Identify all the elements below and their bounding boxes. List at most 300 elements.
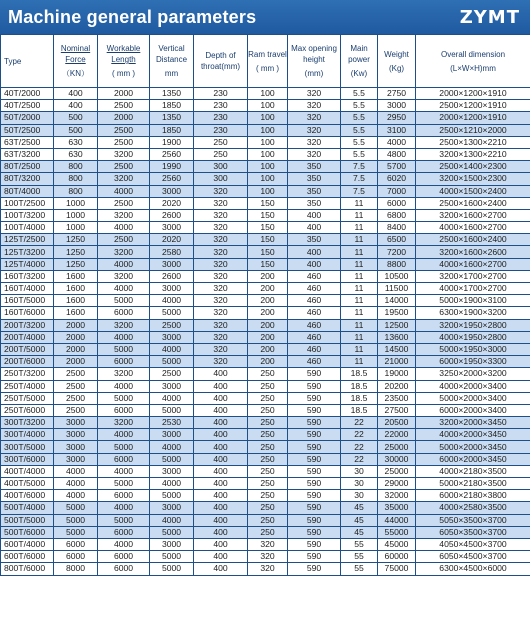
column-header-name: Ram travel — [248, 49, 287, 59]
table-cell: 2500 — [150, 319, 194, 331]
table-cell: 5000 — [54, 526, 98, 538]
model-type-cell: 100T/2500 — [1, 197, 54, 209]
table-cell: 1000 — [54, 197, 98, 209]
table-cell: 22 — [341, 417, 378, 429]
table-cell: 60000 — [378, 551, 416, 563]
table-cell: 3200 — [98, 368, 150, 380]
table-cell: 460 — [288, 356, 341, 368]
table-cell: 250 — [248, 392, 288, 404]
column-header-name: Overall dimension — [440, 49, 506, 59]
table-cell: 6000×2000×3450 — [416, 453, 530, 465]
table-cell: 55 — [341, 563, 378, 575]
table-cell: 200 — [248, 283, 288, 295]
table-cell: 5000×2180×3500 — [416, 478, 530, 490]
table-cell: 29000 — [378, 478, 416, 490]
model-type-cell: 250T/5000 — [1, 392, 54, 404]
table-cell: 4000×2580×3500 — [416, 502, 530, 514]
column-header-name: Depth of throat(mm) — [200, 51, 241, 71]
table-cell: 11 — [341, 209, 378, 221]
table-cell: 250 — [194, 148, 248, 160]
table-cell: 22 — [341, 441, 378, 453]
table-row — [1, 222, 530, 234]
table-cell: 320 — [194, 246, 248, 258]
table-row — [1, 343, 530, 355]
table-cell: 350 — [288, 234, 341, 246]
table-cell: 5.5 — [341, 112, 378, 124]
table-cell: 2500 — [54, 380, 98, 392]
table-cell: 30 — [341, 490, 378, 502]
table-cell: 250 — [248, 453, 288, 465]
table-cell: 1900 — [150, 136, 194, 148]
table-cell: 6300×1900×3200 — [416, 307, 530, 319]
table-cell: 100 — [248, 124, 288, 136]
table-cell: 45 — [341, 514, 378, 526]
table-row — [1, 551, 530, 563]
table-cell: 11 — [341, 222, 378, 234]
table-cell: 13600 — [378, 331, 416, 343]
table-cell: 6000 — [98, 490, 150, 502]
table-row — [1, 356, 530, 368]
table-cell: 45000 — [378, 538, 416, 550]
table-cell: 5000×2000×3400 — [416, 392, 530, 404]
table-cell: 3000 — [150, 185, 194, 197]
table-cell: 3200×2000×3450 — [416, 417, 530, 429]
table-cell: 320 — [194, 270, 248, 282]
table-cell: 320 — [194, 209, 248, 221]
table-cell: 4000 — [98, 502, 150, 514]
table-cell: 400 — [54, 100, 98, 112]
table-cell: 5000×2000×3450 — [416, 441, 530, 453]
table-cell: 3000 — [150, 538, 194, 550]
table-cell: 30 — [341, 478, 378, 490]
table-cell: 400 — [194, 429, 248, 441]
table-cell: 250 — [248, 490, 288, 502]
table-row — [1, 429, 530, 441]
table-cell: 6000 — [54, 538, 98, 550]
table-cell: 400 — [194, 453, 248, 465]
table-cell: 55 — [341, 538, 378, 550]
table-row — [1, 283, 530, 295]
table-cell: 150 — [248, 197, 288, 209]
table-cell: 4000×1950×2800 — [416, 331, 530, 343]
table-row — [1, 307, 530, 319]
table-cell: 5000 — [54, 514, 98, 526]
table-cell: 460 — [288, 319, 341, 331]
table-cell: 150 — [248, 234, 288, 246]
column-header-unit: (L×W×H)mm — [450, 63, 496, 73]
model-type-cell: 300T/4000 — [1, 429, 54, 441]
model-type-cell: 80T/2500 — [1, 161, 54, 173]
table-cell: 400 — [194, 417, 248, 429]
table-cell: 6000 — [98, 356, 150, 368]
table-cell: 2500 — [98, 161, 150, 173]
table-cell: 320 — [248, 538, 288, 550]
table-row — [1, 124, 530, 136]
brand-logo: ZYMT — [459, 6, 520, 28]
table-cell: 4000 — [98, 222, 150, 234]
table-cell: 100 — [248, 173, 288, 185]
table-cell: 320 — [194, 295, 248, 307]
table-cell: 19500 — [378, 307, 416, 319]
table-cell: 6050×4500×3700 — [416, 551, 530, 563]
table-cell: 5000 — [98, 343, 150, 355]
table-cell: 3200 — [98, 148, 150, 160]
table-cell: 5.5 — [341, 148, 378, 160]
table-cell: 590 — [288, 526, 341, 538]
table-cell: 2500×1400×2300 — [416, 161, 530, 173]
table-cell: 8000 — [54, 563, 98, 575]
table-cell: 400 — [194, 514, 248, 526]
model-type-cell: 600T/4000 — [1, 538, 54, 550]
table-cell: 11 — [341, 319, 378, 331]
model-type-cell: 50T/2000 — [1, 112, 54, 124]
table-cell: 320 — [248, 563, 288, 575]
table-cell: 460 — [288, 331, 341, 343]
table-cell: 2500 — [150, 368, 194, 380]
table-cell: 11 — [341, 295, 378, 307]
table-cell: 3000 — [54, 417, 98, 429]
table-cell: 2020 — [150, 234, 194, 246]
table-cell: 2000 — [98, 112, 150, 124]
table-cell: 250 — [248, 429, 288, 441]
model-type-cell: 300T/3200 — [1, 417, 54, 429]
table-cell: 8800 — [378, 258, 416, 270]
table-cell: 400 — [194, 392, 248, 404]
model-type-cell: 80T/4000 — [1, 185, 54, 197]
table-cell: 320 — [194, 185, 248, 197]
table-cell: 6000×2000×3400 — [416, 404, 530, 416]
table-cell: 22 — [341, 429, 378, 441]
table-cell: 400 — [194, 538, 248, 550]
table-cell: 320 — [288, 100, 341, 112]
table-cell: 27500 — [378, 404, 416, 416]
table-cell: 1600 — [54, 307, 98, 319]
table-cell: 11 — [341, 283, 378, 295]
table-cell: 200 — [248, 295, 288, 307]
table-cell: 2950 — [378, 112, 416, 124]
table-cell: 22 — [341, 453, 378, 465]
table-cell: 4000×2180×3500 — [416, 465, 530, 477]
table-cell: 3000 — [150, 380, 194, 392]
model-type-cell: 200T/3200 — [1, 319, 54, 331]
table-cell: 5000 — [150, 453, 194, 465]
table-cell: 200 — [248, 270, 288, 282]
table-cell: 2500 — [98, 136, 150, 148]
model-type-cell: 160T/5000 — [1, 295, 54, 307]
table-cell: 5000×1950×3000 — [416, 343, 530, 355]
table-cell: 5.5 — [341, 88, 378, 100]
table-cell: 6000 — [54, 551, 98, 563]
table-cell: 19000 — [378, 368, 416, 380]
model-type-cell: 800T/6000 — [1, 563, 54, 575]
table-cell: 4000×2000×3450 — [416, 429, 530, 441]
table-cell: 2020 — [150, 197, 194, 209]
table-cell: 4000 — [150, 343, 194, 355]
table-cell: 500 — [54, 112, 98, 124]
table-cell: 3000 — [150, 502, 194, 514]
table-cell: 4000 — [98, 380, 150, 392]
table-row — [1, 441, 530, 453]
table-cell: 250 — [248, 417, 288, 429]
model-type-cell: 63T/3200 — [1, 148, 54, 160]
table-cell: 11 — [341, 246, 378, 258]
table-cell: 2500 — [54, 392, 98, 404]
table-row — [1, 563, 530, 575]
table-cell: 6000 — [378, 197, 416, 209]
table-cell: 2500 — [98, 197, 150, 209]
column-header — [416, 35, 530, 88]
column-header-unit: （KN） — [61, 69, 90, 78]
table-cell: 6000×1950×3300 — [416, 356, 530, 368]
table-cell: 800 — [54, 161, 98, 173]
table-cell: 30000 — [378, 453, 416, 465]
table-cell: 400 — [194, 490, 248, 502]
table-cell: 11500 — [378, 283, 416, 295]
table-row — [1, 148, 530, 160]
model-type-cell: 100T/3200 — [1, 209, 54, 221]
table-cell: 230 — [194, 124, 248, 136]
column-header-name: Vertical Distance — [155, 44, 188, 64]
table-row — [1, 514, 530, 526]
table-cell: 5000 — [98, 392, 150, 404]
table-cell: 11 — [341, 343, 378, 355]
header-bar — [0, 0, 530, 34]
table-cell: 5050×3500×3700 — [416, 514, 530, 526]
model-type-cell: 250T/6000 — [1, 404, 54, 416]
table-cell: 5000 — [150, 526, 194, 538]
column-header-unit: ( mm ) — [111, 69, 136, 78]
model-type-cell: 50T/2500 — [1, 124, 54, 136]
table-cell: 6500 — [378, 234, 416, 246]
table-cell: 1990 — [150, 161, 194, 173]
model-type-cell: 500T/6000 — [1, 526, 54, 538]
table-cell: 2600 — [150, 270, 194, 282]
table-row — [1, 258, 530, 270]
header-row — [1, 35, 530, 88]
table-row — [1, 465, 530, 477]
table-row — [1, 404, 530, 416]
model-type-cell: 600T/6000 — [1, 551, 54, 563]
table-cell: 350 — [288, 161, 341, 173]
table-row — [1, 234, 530, 246]
model-type-cell: 125T/3200 — [1, 246, 54, 258]
table-cell: 4000 — [98, 538, 150, 550]
table-cell: 1600 — [54, 283, 98, 295]
table-cell: 4000×2000×3400 — [416, 380, 530, 392]
table-row — [1, 295, 530, 307]
table-cell: 1000 — [54, 209, 98, 221]
table-cell: 250 — [248, 380, 288, 392]
table-cell: 3200×1600×2700 — [416, 209, 530, 221]
table-cell: 2000×1200×1910 — [416, 88, 530, 100]
table-cell: 6000 — [98, 307, 150, 319]
table-cell: 400 — [194, 502, 248, 514]
table-cell: 320 — [194, 283, 248, 295]
table-cell: 320 — [194, 258, 248, 270]
table-cell: 320 — [194, 343, 248, 355]
model-type-cell: 300T/5000 — [1, 441, 54, 453]
table-cell: 590 — [288, 453, 341, 465]
table-cell: 4000 — [98, 465, 150, 477]
table-cell: 300 — [194, 173, 248, 185]
table-cell: 6050×3500×3700 — [416, 526, 530, 538]
table-cell: 11 — [341, 270, 378, 282]
table-cell: 5000 — [54, 502, 98, 514]
table-row — [1, 538, 530, 550]
table-cell: 30 — [341, 465, 378, 477]
table-cell: 5.5 — [341, 124, 378, 136]
model-type-cell: 125T/4000 — [1, 258, 54, 270]
table-cell: 400 — [288, 222, 341, 234]
table-cell: 250 — [248, 465, 288, 477]
table-row — [1, 173, 530, 185]
table-cell: 23500 — [378, 392, 416, 404]
parameters-table — [0, 34, 530, 576]
table-cell: 590 — [288, 563, 341, 575]
table-cell: 6300×4500×6000 — [416, 563, 530, 575]
table-cell: 5000 — [98, 478, 150, 490]
table-cell: 200 — [248, 356, 288, 368]
table-cell: 630 — [54, 148, 98, 160]
column-header — [248, 35, 288, 88]
table-cell: 21000 — [378, 356, 416, 368]
table-cell: 5.5 — [341, 136, 378, 148]
table-cell: 5000×1900×3100 — [416, 295, 530, 307]
table-cell: 5000 — [150, 404, 194, 416]
table-cell: 1350 — [150, 88, 194, 100]
table-cell: 320 — [194, 331, 248, 343]
column-header — [150, 35, 194, 88]
table-cell: 6000 — [98, 453, 150, 465]
table-cell: 400 — [194, 526, 248, 538]
table-cell: 320 — [194, 234, 248, 246]
table-cell: 2000 — [54, 331, 98, 343]
table-row — [1, 478, 530, 490]
table-cell: 2500 — [98, 124, 150, 136]
model-type-cell: 63T/2500 — [1, 136, 54, 148]
table-cell: 250 — [194, 136, 248, 148]
table-cell: 3200 — [98, 270, 150, 282]
table-cell: 14000 — [378, 295, 416, 307]
table-cell: 250 — [248, 368, 288, 380]
table-cell: 500 — [54, 124, 98, 136]
column-header-name: Max opening height — [291, 44, 337, 64]
table-cell: 5000 — [98, 441, 150, 453]
table-row — [1, 185, 530, 197]
table-cell: 3100 — [378, 124, 416, 136]
table-row — [1, 197, 530, 209]
table-cell: 20500 — [378, 417, 416, 429]
table-cell: 590 — [288, 404, 341, 416]
model-type-cell: 40T/2500 — [1, 100, 54, 112]
table-cell: 2600 — [150, 209, 194, 221]
table-cell: 1850 — [150, 124, 194, 136]
table-cell: 4000 — [54, 465, 98, 477]
table-cell: 590 — [288, 392, 341, 404]
table-cell: 2000 — [98, 88, 150, 100]
table-row — [1, 161, 530, 173]
table-cell: 3000 — [54, 429, 98, 441]
table-cell: 3000 — [378, 100, 416, 112]
table-cell: 14500 — [378, 343, 416, 355]
column-header-name: Workable Length — [106, 44, 141, 64]
table-cell: 2000 — [54, 356, 98, 368]
table-cell: 4000 — [98, 258, 150, 270]
table-cell: 5700 — [378, 161, 416, 173]
table-cell: 590 — [288, 465, 341, 477]
table-cell: 3000 — [150, 283, 194, 295]
model-type-cell: 250T/4000 — [1, 380, 54, 392]
table-cell: 6000×2180×3800 — [416, 490, 530, 502]
table-body — [1, 88, 530, 576]
model-type-cell: 400T/5000 — [1, 478, 54, 490]
table-cell: 800 — [54, 185, 98, 197]
table-cell: 4000 — [150, 295, 194, 307]
table-cell: 320 — [194, 356, 248, 368]
table-cell: 3200 — [98, 209, 150, 221]
model-type-cell: 250T/3200 — [1, 368, 54, 380]
table-cell: 3000 — [54, 453, 98, 465]
table-cell: 250 — [248, 441, 288, 453]
table-cell: 7.5 — [341, 161, 378, 173]
model-type-cell: 160T/3200 — [1, 270, 54, 282]
table-cell: 4000 — [98, 185, 150, 197]
table-row — [1, 270, 530, 282]
table-cell: 100 — [248, 112, 288, 124]
table-cell: 2500 — [54, 404, 98, 416]
model-type-cell: 40T/2000 — [1, 88, 54, 100]
table-row — [1, 136, 530, 148]
table-cell: 100 — [248, 100, 288, 112]
table-cell: 1250 — [54, 246, 98, 258]
column-header-name: Nominal Force — [60, 44, 91, 64]
table-cell: 400 — [288, 246, 341, 258]
table-cell: 320 — [288, 148, 341, 160]
table-cell: 350 — [288, 185, 341, 197]
table-cell: 2500×1210×2000 — [416, 124, 530, 136]
table-cell: 11 — [341, 234, 378, 246]
table-cell: 1600 — [54, 270, 98, 282]
table-row — [1, 319, 530, 331]
table-cell: 250 — [248, 526, 288, 538]
table-cell: 20200 — [378, 380, 416, 392]
table-cell: 4000 — [98, 283, 150, 295]
table-cell: 150 — [248, 209, 288, 221]
page-title: Machine general parameters — [8, 6, 257, 27]
table-cell: 590 — [288, 429, 341, 441]
table-cell: 18.5 — [341, 380, 378, 392]
table-cell: 400 — [194, 478, 248, 490]
table-cell: 11 — [341, 307, 378, 319]
table-cell: 590 — [288, 441, 341, 453]
table-cell: 5000 — [150, 551, 194, 563]
table-cell: 35000 — [378, 502, 416, 514]
model-type-cell: 200T/6000 — [1, 356, 54, 368]
table-cell: 200 — [248, 307, 288, 319]
table-cell: 2560 — [150, 173, 194, 185]
table-cell: 5000 — [98, 514, 150, 526]
table-cell: 400 — [194, 563, 248, 575]
table-row — [1, 502, 530, 514]
table-cell: 6000 — [98, 551, 150, 563]
table-cell: 320 — [194, 197, 248, 209]
table-cell: 6800 — [378, 209, 416, 221]
table-cell: 230 — [194, 112, 248, 124]
table-cell: 100 — [248, 148, 288, 160]
table-cell: 45 — [341, 502, 378, 514]
column-header — [341, 35, 378, 88]
table-cell: 230 — [194, 100, 248, 112]
